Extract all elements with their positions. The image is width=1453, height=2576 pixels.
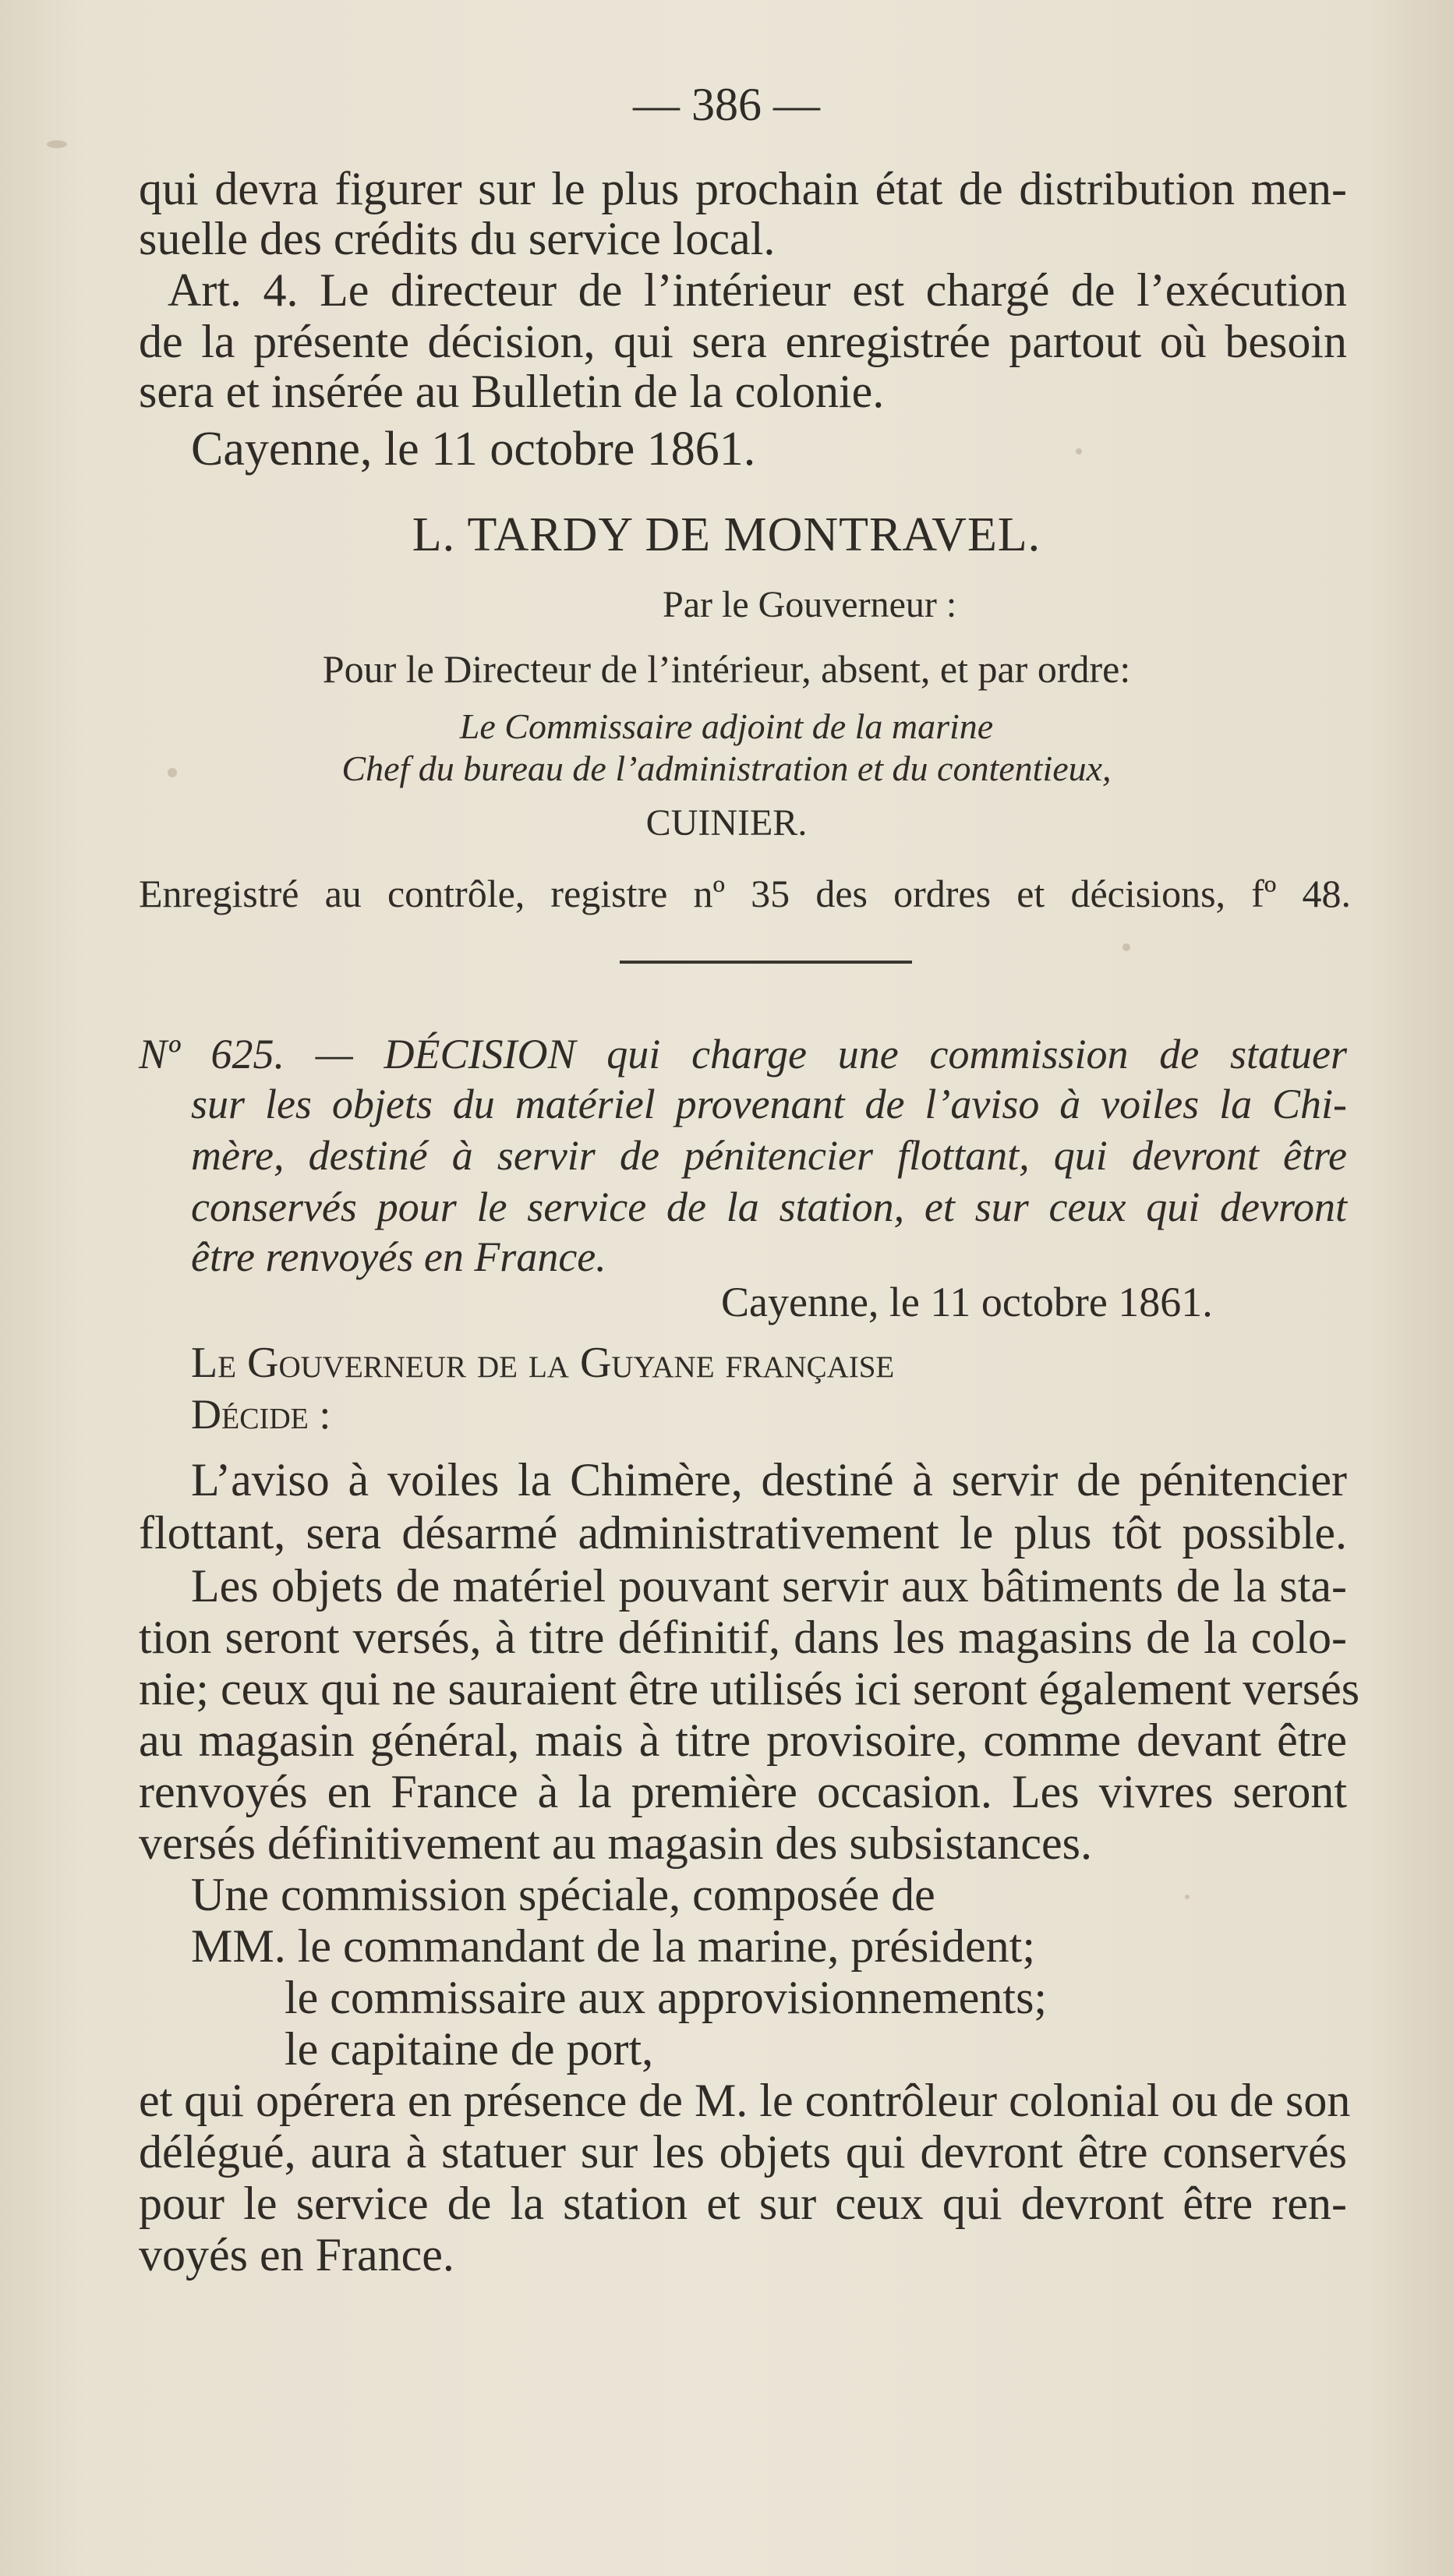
text-line: de la présente décision, qui sera enregistrée partout où besoin [139, 316, 1347, 367]
signature-for-director: Pour le Directeur de l’intérieur, absent, et par ordre: [322, 647, 1131, 691]
decision-heading: mère, destiné à servir de pénitencier flottant, qui devront être [191, 1132, 1347, 1179]
list-line: le commissaire aux approvisionnements; [285, 1972, 1048, 2023]
text-line: tion seront versés, à titre définitif, dans les magasins de la colo- [139, 1612, 1347, 1663]
text-line: voyés en France. [139, 2229, 454, 2281]
place-date-line: Cayenne, le 11 octobre 1861. [191, 423, 756, 476]
decides-line: Décide : [191, 1391, 331, 1438]
paper-speck [168, 768, 177, 777]
text-line: versés définitivement au magasin des subsistances. [139, 1817, 1093, 1869]
decision-heading: Nº 625. — DÉCISION qui charge une commission de statuer [139, 1031, 1347, 1077]
decision-heading: sur les objets du matériel provenant de l’aviso à voiles la Chi- [191, 1081, 1347, 1127]
text-line: suelle des crédits du service local. [139, 213, 776, 264]
paper-speck [1122, 943, 1130, 951]
list-line: le capitaine de port, [285, 2023, 654, 2075]
place-date-line: Cayenne, le 11 octobre 1861. [721, 1279, 1213, 1325]
signature-title-line: Chef du bureau de l’administration et du contentieux, [341, 748, 1112, 788]
paper-speck [1185, 1895, 1190, 1899]
text-line: délégué, aura à statuer sur les objets qui devront être conservés [139, 2126, 1347, 2178]
text-line: au magasin général, mais à titre provisoire, comme devant être [139, 1714, 1347, 1766]
signature-name: L. TARDY DE MONTRAVEL. [412, 508, 1041, 561]
text-line: Une commission spéciale, composée de [191, 1869, 935, 1920]
page-number: — 386 — [633, 79, 820, 130]
text-line: Art. 4. Le directeur de l’intérieur est chargé de l’exécution [168, 264, 1347, 316]
text-line: qui devra figurer sur le plus prochain état de distribution men- [139, 163, 1347, 214]
text-line: nie; ceux qui ne sauraient être utilisés ici seront également versés [139, 1663, 1360, 1714]
paper-speck [1076, 448, 1082, 455]
text-line: sera et insérée au Bulletin de la colonie. [139, 366, 885, 417]
text-line: L’aviso à voiles la Chimère, destiné à servir de pénitencier [191, 1454, 1347, 1506]
decision-heading: être renvoyés en France. [191, 1233, 606, 1280]
signature-by-governor: Par le Gouverneur : [663, 584, 957, 625]
list-line: MM. le commandant de la marine, président; [191, 1920, 1036, 1972]
decision-heading: conservés pour le service de la station, et sur ceux qui devront [191, 1184, 1347, 1230]
paper-speck [47, 140, 67, 148]
registration-note: Enregistré au contrôle, registre nº 35 des ordres et décisions, fº 48. [139, 872, 1351, 915]
text-line: renvoyés en France à la première occasion. Les vivres seront [139, 1766, 1347, 1817]
signature-title-line: Le Commissaire adjoint de la marine [459, 706, 994, 746]
text-line: Les objets de matériel pouvant servir aux bâtiments de la sta- [191, 1560, 1347, 1612]
text-line: pour le service de la station et sur ceux qui devront être ren- [139, 2178, 1347, 2229]
governor-line: Le Gouverneur de la Guyane française [191, 1339, 895, 1387]
signature-name: CUINIER. [645, 802, 808, 844]
text-line: flottant, sera désarmé administrativement le plus tôt possible. [139, 1507, 1347, 1559]
section-divider [620, 961, 912, 964]
text-line: et qui opérera en présence de M. le contrôleur colonial ou de son [139, 2075, 1351, 2126]
